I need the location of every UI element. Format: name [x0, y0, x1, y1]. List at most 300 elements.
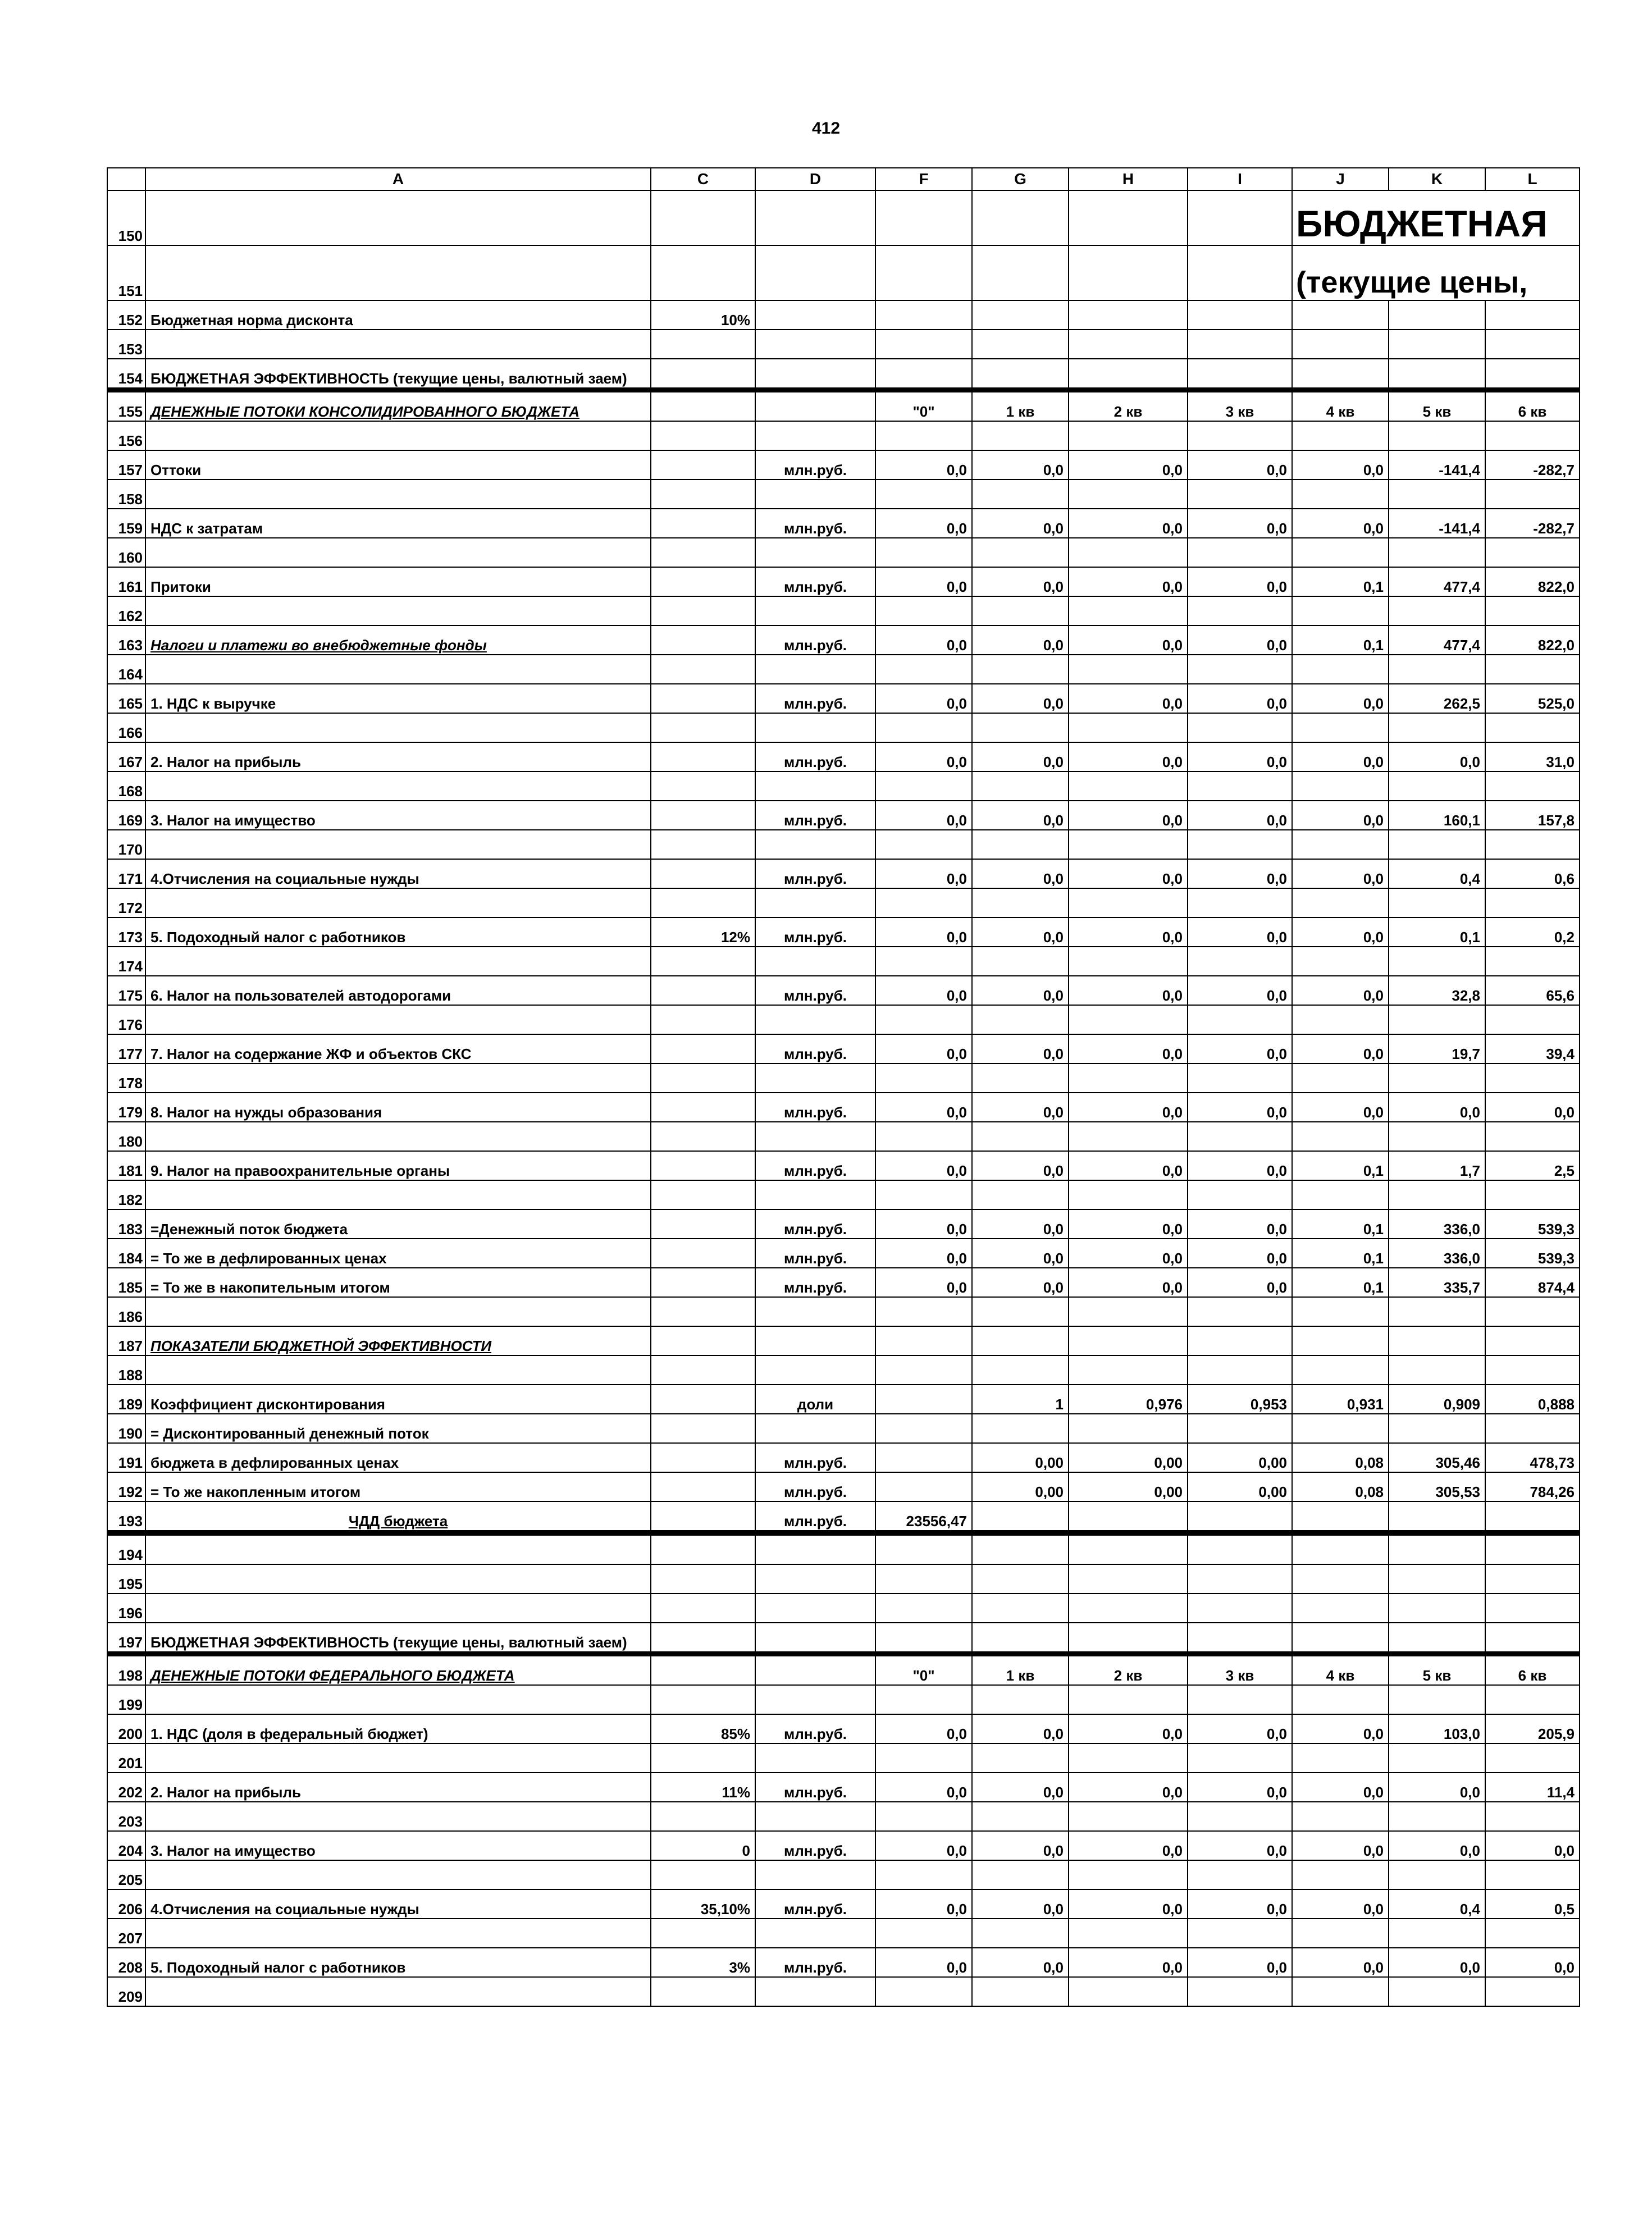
row-number[interactable]: 199 [107, 1685, 145, 1714]
cell-k[interactable] [1389, 1802, 1485, 1831]
cell-i[interactable]: 0,0 [1188, 1093, 1292, 1122]
cell-f[interactable] [875, 1180, 972, 1209]
cell-a[interactable] [145, 390, 651, 422]
cell-h[interactable] [1069, 1122, 1188, 1151]
cell-l[interactable]: 39,4 [1485, 1034, 1580, 1063]
cell-c[interactable] [651, 1743, 755, 1773]
cell-l[interactable]: -282,7 [1485, 450, 1580, 480]
cell-k[interactable]: 160,1 [1389, 801, 1485, 830]
row-number[interactable]: 183 [107, 1209, 145, 1239]
cell-a[interactable] [145, 1564, 651, 1594]
cell-a[interactable] [145, 1889, 651, 1919]
cell-k[interactable]: 336,0 [1389, 1239, 1485, 1268]
cell-d-unit[interactable]: млн.руб. [755, 1268, 875, 1297]
cell-k[interactable]: -141,4 [1389, 509, 1485, 538]
cell-i[interactable]: 0,00 [1188, 1443, 1292, 1472]
cell-h[interactable] [1069, 1919, 1188, 1948]
cell-h[interactable]: 0,0 [1069, 1773, 1188, 1802]
cell-j[interactable]: 0,1 [1292, 1239, 1389, 1268]
cell-i[interactable] [1188, 1594, 1292, 1623]
cell-l[interactable] [1485, 1005, 1580, 1034]
cell-a[interactable] [145, 190, 651, 245]
cell-j[interactable]: 0,1 [1292, 1151, 1389, 1180]
cell-f[interactable]: 0,0 [875, 859, 972, 888]
cell-k[interactable] [1389, 596, 1485, 626]
cell-l[interactable] [1485, 300, 1580, 330]
cell-j[interactable] [1292, 1802, 1389, 1831]
cell-d-unit[interactable] [755, 421, 875, 450]
cell-a[interactable] [145, 947, 651, 976]
cell-h[interactable]: 0,0 [1069, 1889, 1188, 1919]
cell-l[interactable] [1485, 830, 1580, 859]
cell-g[interactable]: 0,0 [972, 976, 1069, 1005]
cell-j[interactable]: 0,0 [1292, 1714, 1389, 1743]
row-number[interactable]: 161 [107, 567, 145, 596]
cell-h[interactable] [1069, 1977, 1188, 2006]
cell-k[interactable]: 0,0 [1389, 1948, 1485, 1977]
cell-h[interactable]: 0,00 [1069, 1472, 1188, 1501]
cell-c[interactable]: 0 [651, 1831, 755, 1860]
cell-d-unit[interactable] [755, 1326, 875, 1355]
cell-g[interactable] [972, 421, 1069, 450]
cell-j[interactable] [1292, 480, 1389, 509]
cell-i[interactable]: 0,0 [1188, 1034, 1292, 1063]
cell-g[interactable] [972, 1685, 1069, 1714]
cell-h[interactable] [1069, 596, 1188, 626]
cell-f[interactable] [875, 1685, 972, 1714]
cell-c[interactable] [651, 1180, 755, 1209]
cell-k[interactable] [1389, 1919, 1485, 1948]
row-number[interactable]: 164 [107, 655, 145, 684]
cell-i[interactable] [1188, 1977, 1292, 2006]
cell-h[interactable]: 0,0 [1069, 1948, 1188, 1977]
cell-f[interactable]: 0,0 [875, 567, 972, 596]
cell-d-unit[interactable] [755, 1977, 875, 2006]
cell-g[interactable] [972, 1297, 1069, 1326]
cell-c[interactable] [651, 1063, 755, 1093]
cell-g[interactable] [972, 1919, 1069, 1948]
cell-i[interactable] [1188, 1919, 1292, 1948]
cell-j[interactable]: 0,0 [1292, 450, 1389, 480]
row-number[interactable]: 156 [107, 421, 145, 450]
cell-g[interactable] [972, 888, 1069, 917]
cell-f[interactable] [875, 480, 972, 509]
cell-g[interactable]: 0,00 [972, 1443, 1069, 1472]
cell-l[interactable]: 11,4 [1485, 1773, 1580, 1802]
cell-l[interactable] [1485, 1414, 1580, 1443]
row-number[interactable]: 153 [107, 330, 145, 359]
cell-g[interactable]: 1 [972, 1385, 1069, 1414]
cell-k[interactable]: 0,909 [1389, 1385, 1485, 1414]
cell-d-unit[interactable]: млн.руб. [755, 1443, 875, 1472]
cell-c[interactable] [651, 947, 755, 976]
cell-k[interactable]: 103,0 [1389, 1714, 1485, 1743]
cell-c[interactable] [651, 538, 755, 567]
cell-j[interactable]: 0,1 [1292, 626, 1389, 655]
cell-g[interactable]: 0,0 [972, 1889, 1069, 1919]
cell-g[interactable] [972, 300, 1069, 330]
cell-h[interactable]: 0,0 [1069, 1714, 1188, 1743]
cell-i[interactable] [1188, 300, 1292, 330]
cell-h[interactable]: 0,0 [1069, 917, 1188, 947]
cell-g[interactable] [972, 1063, 1069, 1093]
cell-a[interactable] [145, 1034, 651, 1063]
cell-c[interactable] [651, 1209, 755, 1239]
cell-a[interactable] [145, 1714, 651, 1743]
cell-a[interactable] [145, 742, 651, 771]
cell-i[interactable] [1188, 888, 1292, 917]
cell-j[interactable]: 0,0 [1292, 742, 1389, 771]
cell-j[interactable] [1292, 1919, 1389, 1948]
cell-k[interactable]: 336,0 [1389, 1209, 1485, 1239]
cell-g[interactable] [972, 359, 1069, 390]
cell-l[interactable]: 31,0 [1485, 742, 1580, 771]
cell-f[interactable]: 0,0 [875, 1831, 972, 1860]
cell-j[interactable] [1292, 421, 1389, 450]
cell-a[interactable] [145, 1385, 651, 1414]
cell-j[interactable]: 4 кв [1292, 1654, 1389, 1686]
row-number[interactable]: 200 [107, 1714, 145, 1743]
cell-h[interactable] [1069, 1623, 1188, 1654]
cell-i[interactable]: 0,0 [1188, 684, 1292, 713]
cell-h[interactable] [1069, 480, 1188, 509]
cell-c[interactable] [651, 359, 755, 390]
cell-f[interactable]: 0,0 [875, 450, 972, 480]
row-number[interactable]: 185 [107, 1268, 145, 1297]
cell-a[interactable] [145, 1326, 651, 1355]
cell-g[interactable]: 0,0 [972, 1093, 1069, 1122]
cell-c[interactable] [651, 888, 755, 917]
row-number[interactable]: 150 [107, 190, 145, 245]
cell-f[interactable]: 23556,47 [875, 1501, 972, 1533]
cell-d-unit[interactable] [755, 1122, 875, 1151]
cell-h[interactable] [1069, 421, 1188, 450]
cell-f[interactable]: 0,0 [875, 1268, 972, 1297]
row-number[interactable]: 179 [107, 1093, 145, 1122]
cell-d-unit[interactable] [755, 1623, 875, 1654]
cell-h[interactable]: 0,0 [1069, 801, 1188, 830]
cell-h[interactable] [1069, 830, 1188, 859]
cell-c[interactable] [651, 1326, 755, 1355]
cell-f[interactable] [875, 1385, 972, 1414]
cell-k[interactable] [1389, 1860, 1485, 1889]
cell-d-unit[interactable] [755, 888, 875, 917]
cell-d-unit[interactable]: млн.руб. [755, 1831, 875, 1860]
cell-a[interactable] [145, 1297, 651, 1326]
cell-l[interactable] [1485, 1594, 1580, 1623]
cell-d-unit[interactable] [755, 1743, 875, 1773]
cell-c[interactable] [651, 1472, 755, 1501]
row-number[interactable]: 187 [107, 1326, 145, 1355]
cell-i[interactable] [1188, 830, 1292, 859]
cell-d-unit[interactable] [755, 771, 875, 801]
cell-h[interactable] [1069, 300, 1188, 330]
cell-f[interactable]: 0,0 [875, 1239, 972, 1268]
cell-g[interactable]: 0,0 [972, 1151, 1069, 1180]
cell-i[interactable] [1188, 596, 1292, 626]
row-number[interactable]: 188 [107, 1355, 145, 1385]
cell-f[interactable] [875, 1297, 972, 1326]
cell-d-unit[interactable]: млн.руб. [755, 450, 875, 480]
cell-l[interactable] [1485, 947, 1580, 976]
cell-a[interactable] [145, 1063, 651, 1093]
cell-k[interactable] [1389, 1180, 1485, 1209]
cell-g[interactable]: 1 кв [972, 1654, 1069, 1686]
cell-c[interactable] [651, 1443, 755, 1472]
cell-a[interactable] [145, 1180, 651, 1209]
row-number[interactable]: 168 [107, 771, 145, 801]
cell-j[interactable]: 0,0 [1292, 917, 1389, 947]
cell-k[interactable] [1389, 1501, 1485, 1533]
cell-j[interactable] [1292, 330, 1389, 359]
cell-f[interactable] [875, 771, 972, 801]
cell-h[interactable] [1069, 1533, 1188, 1564]
cell-a[interactable] [145, 450, 651, 480]
cell-a[interactable] [145, 801, 651, 830]
cell-g[interactable]: 0,00 [972, 1472, 1069, 1501]
cell-i[interactable]: 3 кв [1188, 1654, 1292, 1686]
cell-j[interactable] [1292, 1594, 1389, 1623]
cell-j[interactable]: 0,1 [1292, 1209, 1389, 1239]
cell-h[interactable]: 0,0 [1069, 1093, 1188, 1122]
cell-i[interactable] [1188, 1122, 1292, 1151]
column-header-i[interactable]: I [1188, 168, 1292, 190]
cell-f[interactable] [875, 1122, 972, 1151]
cell-d-unit[interactable] [755, 1685, 875, 1714]
cell-h[interactable]: 0,0 [1069, 976, 1188, 1005]
cell-h[interactable] [1069, 330, 1188, 359]
cell-f[interactable] [875, 947, 972, 976]
row-number[interactable]: 205 [107, 1860, 145, 1889]
cell-f[interactable] [875, 1860, 972, 1889]
cell-h[interactable] [1069, 1414, 1188, 1443]
column-header-l[interactable]: L [1485, 168, 1580, 190]
cell-f[interactable] [875, 1919, 972, 1948]
cell-h[interactable] [1069, 771, 1188, 801]
cell-i[interactable]: 0,0 [1188, 1209, 1292, 1239]
cell-a[interactable] [145, 1209, 651, 1239]
cell-h[interactable] [1069, 1802, 1188, 1831]
row-number[interactable]: 203 [107, 1802, 145, 1831]
cell-g[interactable]: 0,0 [972, 509, 1069, 538]
cell-k[interactable] [1389, 421, 1485, 450]
cell-l[interactable]: 0,0 [1485, 1093, 1580, 1122]
cell-c[interactable] [651, 713, 755, 742]
cell-i[interactable] [1188, 480, 1292, 509]
cell-j[interactable] [1292, 1122, 1389, 1151]
cell-k[interactable] [1389, 538, 1485, 567]
cell-l[interactable]: 478,73 [1485, 1443, 1580, 1472]
cell-f[interactable]: "0" [875, 1654, 972, 1686]
cell-g[interactable] [972, 1414, 1069, 1443]
cell-a[interactable] [145, 1919, 651, 1948]
cell-h[interactable] [1069, 538, 1188, 567]
cell-d-unit[interactable]: млн.руб. [755, 917, 875, 947]
cell-k[interactable]: 477,4 [1389, 626, 1485, 655]
cell-f[interactable]: 0,0 [875, 976, 972, 1005]
cell-h[interactable] [1069, 655, 1188, 684]
cell-l[interactable] [1485, 1063, 1580, 1093]
cell-c[interactable] [651, 1533, 755, 1564]
cell-i[interactable] [1188, 190, 1292, 245]
cell-f[interactable] [875, 245, 972, 300]
row-number[interactable]: 198 [107, 1654, 145, 1686]
row-number[interactable]: 175 [107, 976, 145, 1005]
cell-g[interactable] [972, 1326, 1069, 1355]
row-number[interactable]: 206 [107, 1889, 145, 1919]
cell-k[interactable] [1389, 1414, 1485, 1443]
cell-k[interactable] [1389, 1297, 1485, 1326]
cell-g[interactable] [972, 1860, 1069, 1889]
cell-i[interactable]: 0,0 [1188, 1948, 1292, 1977]
cell-l[interactable] [1485, 888, 1580, 917]
cell-a[interactable] [145, 917, 651, 947]
cell-d-unit[interactable]: млн.руб. [755, 1889, 875, 1919]
cell-i[interactable]: 3 кв [1188, 390, 1292, 422]
cell-j[interactable] [1292, 538, 1389, 567]
cell-h[interactable]: 0,976 [1069, 1385, 1188, 1414]
cell-h[interactable]: 0,0 [1069, 450, 1188, 480]
cell-l[interactable]: 65,6 [1485, 976, 1580, 1005]
cell-j[interactable]: 0,08 [1292, 1472, 1389, 1501]
row-number[interactable]: 180 [107, 1122, 145, 1151]
cell-a[interactable] [145, 1151, 651, 1180]
cell-a[interactable] [145, 976, 651, 1005]
cell-h[interactable]: 0,0 [1069, 742, 1188, 771]
cell-c[interactable] [651, 1122, 755, 1151]
cell-l[interactable] [1485, 1501, 1580, 1533]
row-number[interactable]: 207 [107, 1919, 145, 1948]
cell-a[interactable] [145, 1654, 651, 1686]
cell-l[interactable] [1485, 596, 1580, 626]
row-number[interactable]: 202 [107, 1773, 145, 1802]
cell-c[interactable] [651, 567, 755, 596]
cell-d-unit[interactable] [755, 1063, 875, 1093]
cell-g[interactable] [972, 1743, 1069, 1773]
cell-l[interactable] [1485, 1860, 1580, 1889]
cell-g[interactable] [972, 1501, 1069, 1533]
cell-l[interactable]: 6 кв [1485, 390, 1580, 422]
column-header-h[interactable]: H [1069, 168, 1188, 190]
cell-d-unit[interactable]: доли [755, 1385, 875, 1414]
cell-c[interactable] [651, 330, 755, 359]
cell-k[interactable] [1389, 359, 1485, 390]
cell-i[interactable]: 0,0 [1188, 1773, 1292, 1802]
cell-k[interactable]: 335,7 [1389, 1268, 1485, 1297]
cell-j[interactable] [1292, 1355, 1389, 1385]
cell-a[interactable] [145, 1623, 651, 1654]
cell-i[interactable] [1188, 538, 1292, 567]
cell-g[interactable] [972, 771, 1069, 801]
cell-h[interactable] [1069, 713, 1188, 742]
cell-a[interactable] [145, 1743, 651, 1773]
row-number[interactable]: 173 [107, 917, 145, 947]
cell-a[interactable] [145, 1005, 651, 1034]
cell-d-unit[interactable]: млн.руб. [755, 626, 875, 655]
cell-g[interactable] [972, 1564, 1069, 1594]
cell-k[interactable] [1389, 1977, 1485, 2006]
cell-g[interactable] [972, 655, 1069, 684]
cell-d-unit[interactable]: млн.руб. [755, 1034, 875, 1063]
cell-a[interactable] [145, 1831, 651, 1860]
cell-i[interactable] [1188, 330, 1292, 359]
cell-a[interactable] [145, 1773, 651, 1802]
cell-h[interactable]: 0,00 [1069, 1443, 1188, 1472]
cell-k[interactable] [1389, 1355, 1485, 1385]
cell-j[interactable]: 0,0 [1292, 1773, 1389, 1802]
cell-i[interactable] [1188, 771, 1292, 801]
row-number[interactable]: 172 [107, 888, 145, 917]
cell-f[interactable]: 0,0 [875, 626, 972, 655]
cell-d-unit[interactable] [755, 1802, 875, 1831]
row-number[interactable]: 158 [107, 480, 145, 509]
cell-h[interactable] [1069, 1180, 1188, 1209]
column-header-c[interactable]: C [651, 168, 755, 190]
cell-d-unit[interactable] [755, 538, 875, 567]
cell-c[interactable] [651, 1860, 755, 1889]
cell-d-unit[interactable] [755, 1919, 875, 1948]
cell-h[interactable]: 0,0 [1069, 1209, 1188, 1239]
cell-j[interactable]: 0,0 [1292, 1093, 1389, 1122]
cell-k[interactable]: 0,0 [1389, 1773, 1485, 1802]
cell-k[interactable] [1389, 330, 1485, 359]
cell-d-unit[interactable] [755, 1297, 875, 1326]
cell-d-unit[interactable] [755, 1355, 875, 1385]
cell-a[interactable] [145, 888, 651, 917]
cell-j[interactable]: 0,0 [1292, 859, 1389, 888]
cell-a[interactable] [145, 421, 651, 450]
cell-g[interactable]: 0,0 [972, 567, 1069, 596]
cell-g[interactable]: 0,0 [972, 1034, 1069, 1063]
cell-g[interactable] [972, 1355, 1069, 1385]
cell-l[interactable]: 539,3 [1485, 1239, 1580, 1268]
cell-j[interactable] [1292, 1685, 1389, 1714]
row-number[interactable]: 177 [107, 1034, 145, 1063]
cell-l[interactable]: 157,8 [1485, 801, 1580, 830]
cell-l[interactable] [1485, 1919, 1580, 1948]
cell-c[interactable] [651, 655, 755, 684]
cell-k[interactable] [1389, 1122, 1485, 1151]
cell-a[interactable] [145, 1443, 651, 1472]
cell-k[interactable] [1389, 1594, 1485, 1623]
cell-f[interactable] [875, 1355, 972, 1385]
cell-f[interactable] [875, 538, 972, 567]
cell-a[interactable] [145, 300, 651, 330]
cell-c[interactable] [651, 1501, 755, 1533]
row-number[interactable]: 195 [107, 1564, 145, 1594]
cell-g[interactable] [972, 1005, 1069, 1034]
cell-j[interactable] [1292, 830, 1389, 859]
row-number[interactable]: 194 [107, 1533, 145, 1564]
cell-j[interactable] [1292, 1326, 1389, 1355]
cell-g[interactable] [972, 1594, 1069, 1623]
cell-i[interactable]: 0,953 [1188, 1385, 1292, 1414]
cell-d-unit[interactable] [755, 830, 875, 859]
row-number[interactable]: 152 [107, 300, 145, 330]
cell-l[interactable]: 2,5 [1485, 1151, 1580, 1180]
cell-i[interactable] [1188, 1860, 1292, 1889]
cell-a[interactable] [145, 567, 651, 596]
row-number[interactable]: 151 [107, 245, 145, 300]
cell-a[interactable] [145, 1355, 651, 1385]
cell-c[interactable] [651, 1005, 755, 1034]
row-number[interactable]: 171 [107, 859, 145, 888]
cell-d-unit[interactable] [755, 1005, 875, 1034]
cell-f[interactable]: 0,0 [875, 684, 972, 713]
cell-i[interactable] [1188, 947, 1292, 976]
cell-g[interactable] [972, 190, 1069, 245]
cell-h[interactable]: 2 кв [1069, 390, 1188, 422]
